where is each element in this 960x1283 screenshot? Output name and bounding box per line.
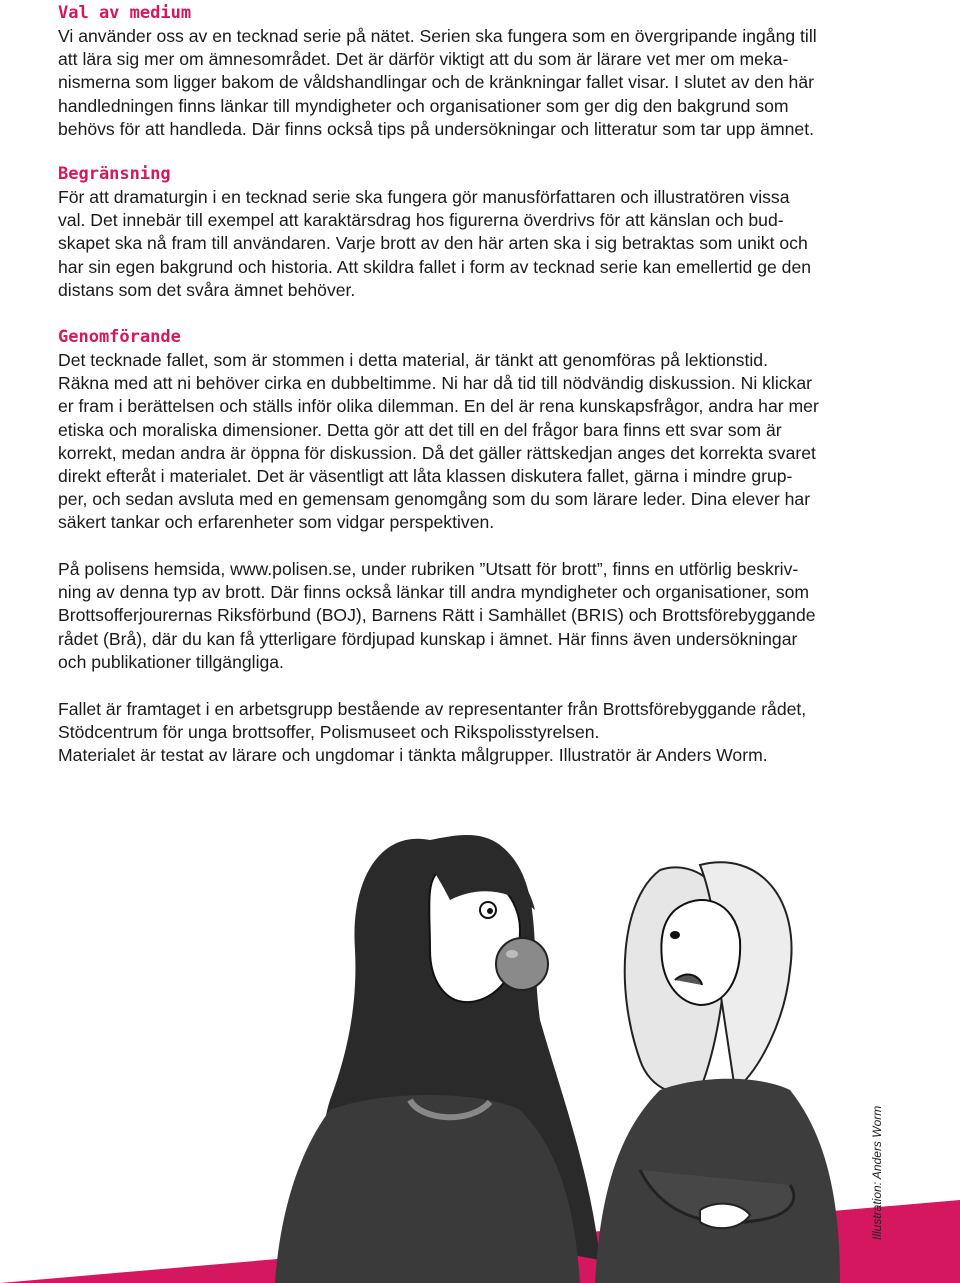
paragraph-implementation: Det tecknade fallet, som är stommen i detta material, är tänkt att genomföras på lektionstid. Räkna med att ni behöver cirka en dubbeltimme. Ni har då tid till nödvändig diskussion. Ni klickar er fram i berättelsen och ställs inför olika dilemman. En del är rena kunskapsfrågor, andra har mer etiska och moraliska dimensioner. Detta gör att det till en del frågor bara finns ett svar som är korrekt, medan andra är öppna för diskussion. Då det gäller rättskedjan anges det korrekta svaret direkt efteråt i materialet. Det är väsentligt att låta klassen diskutera fallet, gärna i mindre grup- per, och sedan avsluta med en gemensam genomgång som du som lärare leder. Dina elever har säkert tankar och erfarenheter som vidgar perspektiven.: [58, 350, 819, 533]
paragraph-medium: Vi använder oss av en tecknad serie på nätet. Serien ska fungera som en övergripande ingång till att lära sig mer om ämnesområdet. Det är därför viktigt att du som är lärare vet mer om meka- nismerna som ligger bakom de våldshandlingar och de kränkningar fallet visar. I slutet av den här handledningen finns länkar till myndigheter och organisationer som ger dig den bakgrund som behövs för att handleda. Där finns också tips på undersökningar och litteratur som tar upp ämnet.: [58, 26, 817, 139]
illustration-credit: Illustration: Anders Worm: [870, 1105, 884, 1240]
paragraph-credits: Fallet är framtaget i en arbetsgrupp bestående av representanter från Brottsförebyggande rådet, Stödcentrum för unga brottsoffer, Polismuseet och Rikspolisstyrelsen. Materialet är testat av lärare och ungdomar i tänkta målgrupper. Illustratör är Anders Worm.: [58, 699, 807, 766]
comic-illustration: [0, 790, 960, 1283]
heading-begransning: Begränsning: [58, 164, 171, 184]
girl-dark-hair-figure: [275, 835, 600, 1283]
heading-val-av-medium: Val av medium: [58, 3, 192, 23]
paragraph-limitation: För att dramaturgin i en tecknad serie ska fungera gör manusförfattaren och illustratören vissa val. Det innebär till exempel att karaktärsdrag hos figurerna överdrivs för att känslan och bud- skapet ska nå fram till användaren. Varje brott av den här arten ska i sig betraktas som unikt och har sin egen bakgrund och historia. Att skildra fallet i form av tecknad serie kan emellertid ge den distans som det svåra ämnet behöver.: [58, 187, 812, 300]
heading-genomforande: Genomförande: [58, 327, 181, 347]
girl-blonde-figure: [595, 862, 840, 1283]
paragraph-police-website: På polisens hemsida, www.polisen.se, under rubriken ”Utsatt för brott”, finns en utförlig beskriv- ning av denna typ av brott. Där finns också länkar till andra myndigheter och organisationer, som Brottsofferjourernas Riksförbund (BOJ), Barnens Rätt i Samhället (BRIS) och Brottsförebyggande rådet (Brå), där du kan få ytterligare fördjupad kunskap i ämnet. Här finns även undersökningar och publikationer tillgängliga.: [58, 559, 816, 672]
